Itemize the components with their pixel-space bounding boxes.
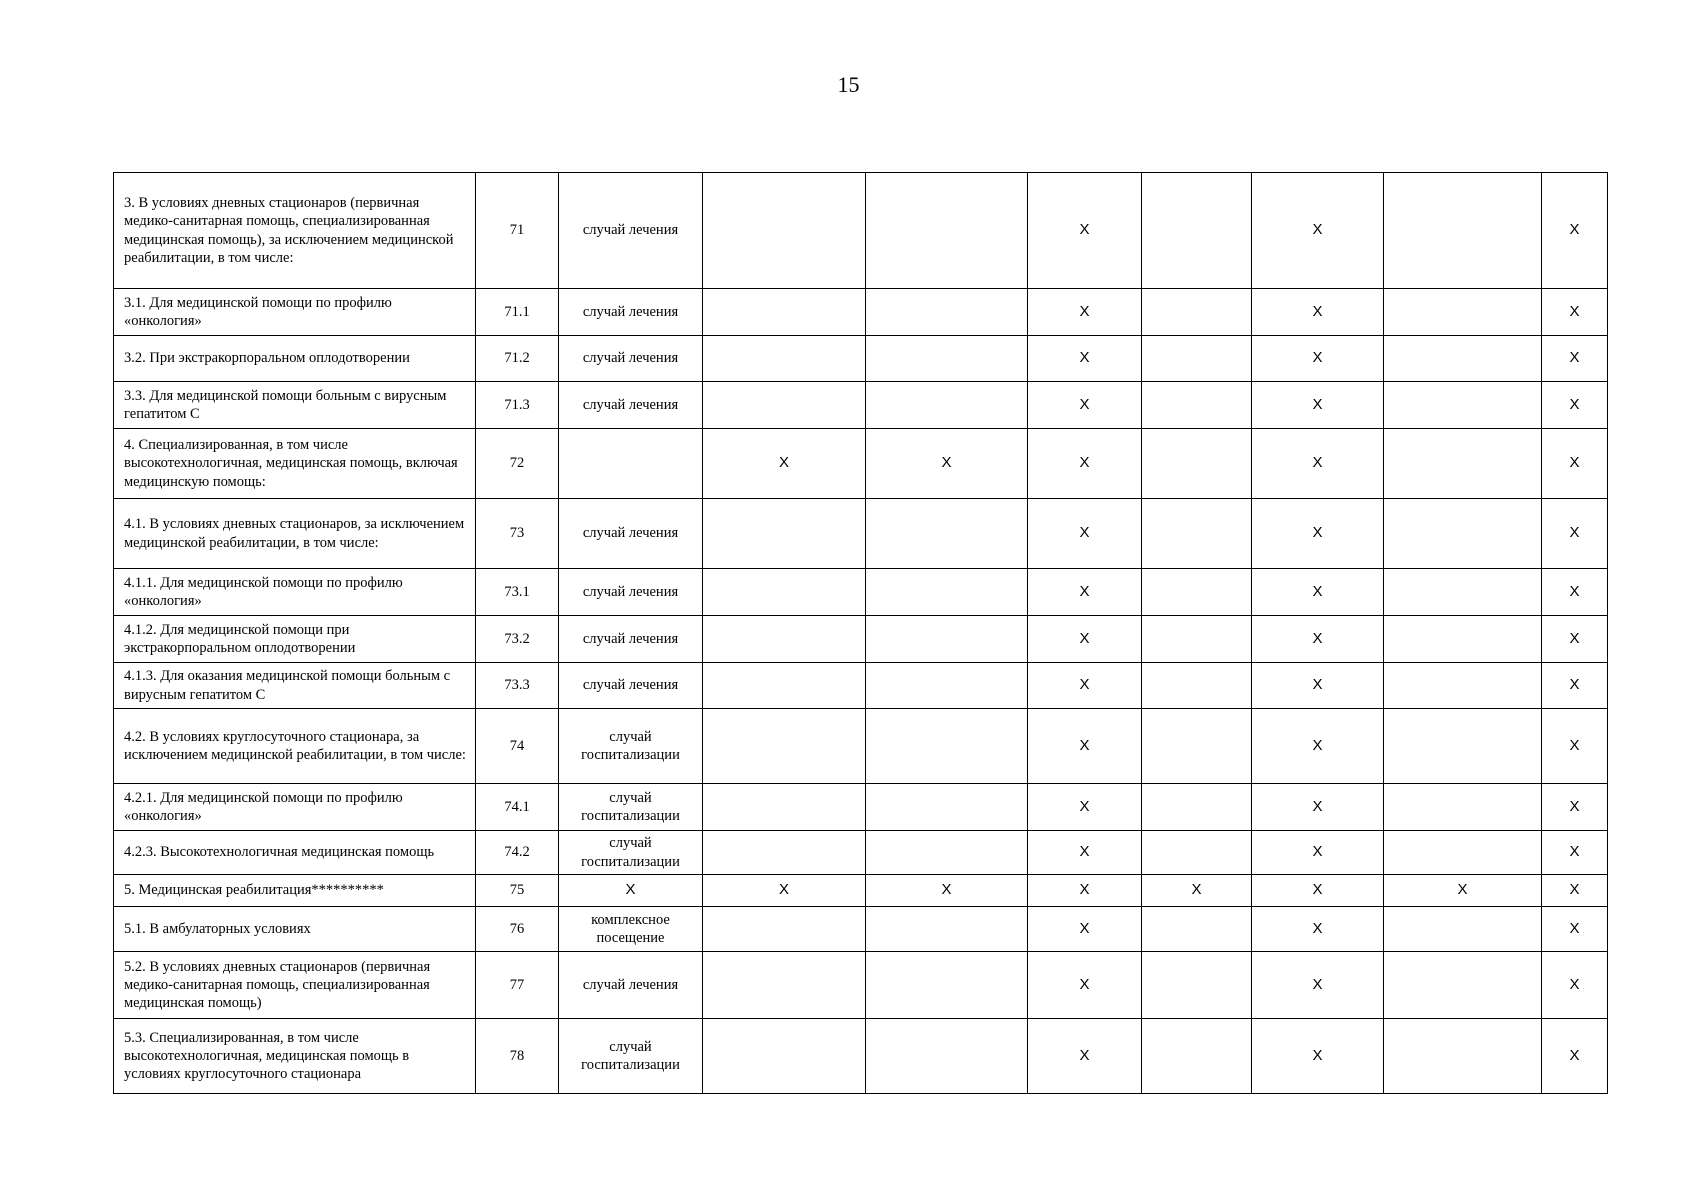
row-unit-cell: случай госпитализации [559,784,703,831]
row-col6-cell: X [1028,382,1142,429]
row-col8-cell: X [1252,616,1384,663]
row-name-cell: 4. Специализированная, в том числе высокотехнологичная, медицинская помощь, включая медицинскую помощь: [114,429,476,499]
table-row [114,831,1608,875]
table-row [114,499,1608,569]
row-col9-cell [1384,1019,1542,1094]
row-name-cell: 5.2. В условиях дневных стационаров (первичная медико-санитарная помощь, специализированная медицинская помощь) [114,952,476,1019]
row-col6-cell: X [1028,907,1142,952]
row-unit-cell: случай лечения [559,382,703,429]
row-col8-cell: X [1252,663,1384,709]
table-row [114,569,1608,616]
row-col9-cell [1384,907,1542,952]
row-name-cell: 5. Медицинская реабилитация********** [114,875,476,907]
row-col4-cell [703,499,866,569]
table-row [114,382,1608,429]
table-body [114,173,1608,1094]
row-col10-cell: X [1542,289,1608,336]
table-row [114,875,1608,907]
row-col9-cell: X [1384,875,1542,907]
row-col9-cell [1384,663,1542,709]
row-code-cell: 71.2 [476,336,559,382]
row-col4-cell [703,289,866,336]
row-name-cell: 4.2.1. Для медицинской помощи по профилю «онкология» [114,784,476,831]
row-col6-cell: X [1028,1019,1142,1094]
row-col5-cell [866,173,1028,289]
row-col7-cell [1142,663,1252,709]
row-col8-cell: X [1252,784,1384,831]
row-code-cell: 72 [476,429,559,499]
row-col8-cell: X [1252,709,1384,784]
row-unit-cell: случай лечения [559,499,703,569]
row-col9-cell [1384,429,1542,499]
table-row [114,1019,1608,1094]
row-col6-cell: X [1028,709,1142,784]
table-row [114,429,1608,499]
row-code-cell: 73.3 [476,663,559,709]
data-table [113,172,1608,1094]
row-col5-cell [866,289,1028,336]
row-code-cell: 75 [476,875,559,907]
row-col7-cell [1142,173,1252,289]
row-col4-cell [703,1019,866,1094]
row-col10-cell: X [1542,1019,1608,1094]
row-col5-cell: X [866,429,1028,499]
row-unit-cell: комплексное посещение [559,907,703,952]
row-code-cell: 71.1 [476,289,559,336]
row-col8-cell: X [1252,907,1384,952]
row-col4-cell: X [703,429,866,499]
row-col6-cell: X [1028,616,1142,663]
row-col5-cell [866,709,1028,784]
row-col8-cell: X [1252,429,1384,499]
row-col8-cell: X [1252,289,1384,336]
row-col8-cell: X [1252,1019,1384,1094]
row-name-cell: 3. В условиях дневных стационаров (первичная медико-санитарная помощь, специализированная медицинская помощь), за исключением медицинской реабилитации, в том числе: [114,173,476,289]
row-unit-cell: случай лечения [559,173,703,289]
row-col8-cell: X [1252,382,1384,429]
row-unit-cell: случай госпитализации [559,1019,703,1094]
row-col9-cell [1384,952,1542,1019]
row-col6-cell: X [1028,173,1142,289]
row-col7-cell: X [1142,875,1252,907]
row-col8-cell: X [1252,336,1384,382]
row-unit-cell [559,429,703,499]
row-col5-cell [866,952,1028,1019]
row-col7-cell [1142,952,1252,1019]
row-unit-cell: случай лечения [559,336,703,382]
row-col8-cell: X [1252,952,1384,1019]
row-code-cell: 71 [476,173,559,289]
row-col9-cell [1384,499,1542,569]
row-col6-cell: X [1028,663,1142,709]
row-col9-cell [1384,831,1542,875]
row-unit-cell: случай госпитализации [559,831,703,875]
table-row [114,616,1608,663]
row-col4-cell [703,616,866,663]
row-col6-cell: X [1028,429,1142,499]
row-col10-cell: X [1542,952,1608,1019]
row-name-cell: 4.1.2. Для медицинской помощи при экстракорпоральном оплодотворении [114,616,476,663]
row-col6-cell: X [1028,499,1142,569]
row-code-cell: 73 [476,499,559,569]
row-name-cell: 3.1. Для медицинской помощи по профилю «онкология» [114,289,476,336]
row-col7-cell [1142,907,1252,952]
row-col4-cell [703,952,866,1019]
row-col4-cell [703,173,866,289]
row-name-cell: 4.1. В условиях дневных стационаров, за исключением медицинской реабилитации, в том числе: [114,499,476,569]
table-row [114,663,1608,709]
row-unit-cell: случай лечения [559,569,703,616]
row-col8-cell: X [1252,875,1384,907]
row-col5-cell [866,907,1028,952]
row-col9-cell [1384,569,1542,616]
table-row [114,952,1608,1019]
row-col8-cell: X [1252,499,1384,569]
table-row [114,336,1608,382]
row-col4-cell [703,382,866,429]
table-row [114,173,1608,289]
row-col10-cell: X [1542,709,1608,784]
row-unit-cell: случай лечения [559,952,703,1019]
row-col7-cell [1142,616,1252,663]
row-col4-cell [703,831,866,875]
row-code-cell: 73.1 [476,569,559,616]
row-code-cell: 78 [476,1019,559,1094]
row-col5-cell [866,663,1028,709]
row-col4-cell [703,569,866,616]
row-col6-cell: X [1028,831,1142,875]
row-col4-cell [703,663,866,709]
row-col10-cell: X [1542,831,1608,875]
row-name-cell: 4.1.3. Для оказания медицинской помощи больным с вирусным гепатитом С [114,663,476,709]
row-col8-cell: X [1252,569,1384,616]
row-col10-cell: X [1542,784,1608,831]
row-name-cell: 4.2.3. Высокотехнологичная медицинская помощь [114,831,476,875]
row-col10-cell: X [1542,382,1608,429]
row-unit-cell: случай лечения [559,616,703,663]
row-name-cell: 4.2. В условиях круглосуточного стационара, за исключением медицинской реабилитации, в том числе: [114,709,476,784]
row-col5-cell [866,831,1028,875]
table-row [114,709,1608,784]
row-col10-cell: X [1542,429,1608,499]
row-unit-cell: случай лечения [559,289,703,336]
row-col4-cell [703,336,866,382]
row-col7-cell [1142,831,1252,875]
row-col7-cell [1142,429,1252,499]
row-col5-cell [866,499,1028,569]
table-row [114,907,1608,952]
row-code-cell: 74.2 [476,831,559,875]
row-col10-cell: X [1542,907,1608,952]
row-col6-cell: X [1028,336,1142,382]
row-code-cell: 74.1 [476,784,559,831]
row-col5-cell [866,382,1028,429]
row-col7-cell [1142,336,1252,382]
row-col9-cell [1384,382,1542,429]
row-col9-cell [1384,173,1542,289]
row-code-cell: 77 [476,952,559,1019]
row-col10-cell: X [1542,173,1608,289]
row-col6-cell: X [1028,784,1142,831]
row-col6-cell: X [1028,289,1142,336]
row-name-cell: 3.2. При экстракорпоральном оплодотворении [114,336,476,382]
row-unit-cell: случай лечения [559,663,703,709]
row-col5-cell: X [866,875,1028,907]
row-col7-cell [1142,382,1252,429]
row-name-cell: 5.3. Специализированная, в том числе высокотехнологичная, медицинская помощь в условиях круглосуточного стационара [114,1019,476,1094]
row-name-cell: 5.1. В амбулаторных условиях [114,907,476,952]
row-code-cell: 73.2 [476,616,559,663]
row-col8-cell: X [1252,831,1384,875]
table-row [114,289,1608,336]
row-col6-cell: X [1028,875,1142,907]
row-col9-cell [1384,289,1542,336]
row-name-cell: 3.3. Для медицинской помощи больным с вирусным гепатитом С [114,382,476,429]
row-col9-cell [1384,784,1542,831]
row-col10-cell: X [1542,499,1608,569]
row-col7-cell [1142,289,1252,336]
row-col5-cell [866,569,1028,616]
row-col6-cell: X [1028,569,1142,616]
row-col6-cell: X [1028,952,1142,1019]
row-col4-cell [703,709,866,784]
row-col10-cell: X [1542,663,1608,709]
row-col5-cell [866,336,1028,382]
row-code-cell: 71.3 [476,382,559,429]
row-unit-cell: X [559,875,703,907]
row-col5-cell [866,784,1028,831]
row-unit-cell: случай госпитализации [559,709,703,784]
page-number: 15 [837,72,860,97]
row-col7-cell [1142,499,1252,569]
row-col10-cell: X [1542,569,1608,616]
row-code-cell: 74 [476,709,559,784]
row-col10-cell: X [1542,875,1608,907]
row-col7-cell [1142,784,1252,831]
row-col9-cell [1384,709,1542,784]
row-col9-cell [1384,336,1542,382]
row-col7-cell [1142,569,1252,616]
row-col7-cell [1142,1019,1252,1094]
row-col8-cell: X [1252,173,1384,289]
row-name-cell: 4.1.1. Для медицинской помощи по профилю «онкология» [114,569,476,616]
row-code-cell: 76 [476,907,559,952]
table-row [114,784,1608,831]
row-col10-cell: X [1542,336,1608,382]
row-col9-cell [1384,616,1542,663]
row-col5-cell [866,1019,1028,1094]
row-col7-cell [1142,709,1252,784]
row-col5-cell [866,616,1028,663]
row-col10-cell: X [1542,616,1608,663]
row-col4-cell: X [703,875,866,907]
row-col4-cell [703,784,866,831]
row-col4-cell [703,907,866,952]
